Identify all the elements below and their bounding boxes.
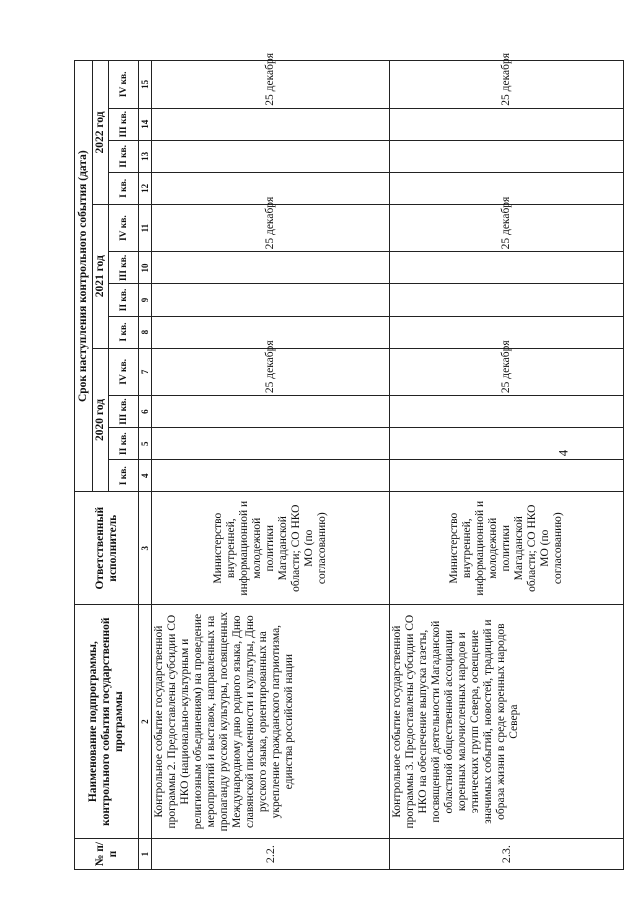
table-row [152,61,390,870]
column-index: 10 [139,252,152,284]
header-responsible: Ответственный исполнитель [75,492,139,605]
deadline-cell [152,252,390,284]
header-quarter: IV кв. [109,204,139,252]
header-quarter: II кв. [109,284,139,316]
header-quarter: II кв. [109,140,139,172]
deadline-cell [152,140,390,172]
column-index: 14 [139,108,152,140]
deadline-cell: 25 декабря [390,204,624,252]
header-year-2020: 2020 год [93,348,109,492]
header-num: № п/п [75,839,139,870]
deadline-cell [152,396,390,428]
deadline-cell [390,108,624,140]
column-index: 7 [139,348,152,396]
header-quarter: I кв. [109,460,139,492]
deadline-cell [390,460,624,492]
column-index: 13 [139,140,152,172]
deadline-cell: 25 декабря [152,61,390,109]
responsible-executor: Министерство внутренней, информационной и молодежной политики Магаданской области; СО НКО МО (по согласованию) [152,492,390,605]
deadline-cell [390,252,624,284]
row-number: 2.3. [390,839,624,870]
header-quarter: IV кв. [109,61,139,109]
header-quarter: III кв. [109,108,139,140]
header-quarter: II кв. [109,428,139,460]
column-index: 12 [139,172,152,204]
deadline-cell: 25 декабря [390,61,624,109]
event-name: Контрольное событие государственной программы 3. Предоставлены субсидии СО НКО на обеспечение выпуска газеты, посвященной деятельности Магаданской областной общественной ассоциации коренных малочисленных народов и этнических групп Севера, освещение значимых событий, новостей, традиций и образа жизни в среде коренных народов Севера [390,605,624,839]
column-index: 5 [139,428,152,460]
control-events-table [74,52,624,870]
row-number: 2.2. [152,839,390,870]
event-name: Контрольное событие государственной программы 2. Предоставлены субсидии СО НКО (национально-культурным и религиозным объединениям) на проведение мероприятий и выставок, направленных на пропаганду русской культуры, посвященных Международному дню родного языка, Дню славянской письменности и культуры, Дню русского языка, ориентированных на укрепление гражданского патриотизма, единства российской нации [152,605,390,839]
deadline-cell [152,284,390,316]
deadline-cell [390,284,624,316]
page-number: 4 [555,449,571,457]
deadline-cell [390,140,624,172]
deadline-cell: 25 декабря [152,204,390,252]
deadline-cell [152,108,390,140]
column-index: 2 [139,605,152,839]
column-index: 8 [139,316,152,348]
responsible-executor: Министерство внутренней, информационной и молодежной политики Магаданской области; СО НКО МО (по согласованию) [390,492,624,605]
header-year-2022: 2022 год [93,61,109,205]
header-quarter: IV кв. [109,348,139,396]
deadline-cell: 25 декабря [152,348,390,396]
deadline-cell [152,428,390,460]
column-index: 9 [139,284,152,316]
rotated-table-container [74,52,624,870]
column-index: 15 [139,61,152,109]
table-row [390,61,624,870]
column-index: 1 [139,839,152,870]
deadline-cell [152,460,390,492]
header-quarter: III кв. [109,252,139,284]
header-quarter: I кв. [109,316,139,348]
header-quarter: III кв. [109,396,139,428]
header-name: Наименование подпрограммы, контрольного события государственной программы [75,605,139,839]
header-year-2021: 2021 год [93,204,109,348]
column-index: 4 [139,460,152,492]
deadline-cell: 25 декабря [390,348,624,396]
header-quarter: I кв. [109,172,139,204]
deadline-cell [390,396,624,428]
column-index: 6 [139,396,152,428]
deadline-cell [390,428,624,460]
column-index: 11 [139,204,152,252]
column-index: 3 [139,492,152,605]
header-deadline: Срок наступления контрольного события (дата) [75,61,93,492]
